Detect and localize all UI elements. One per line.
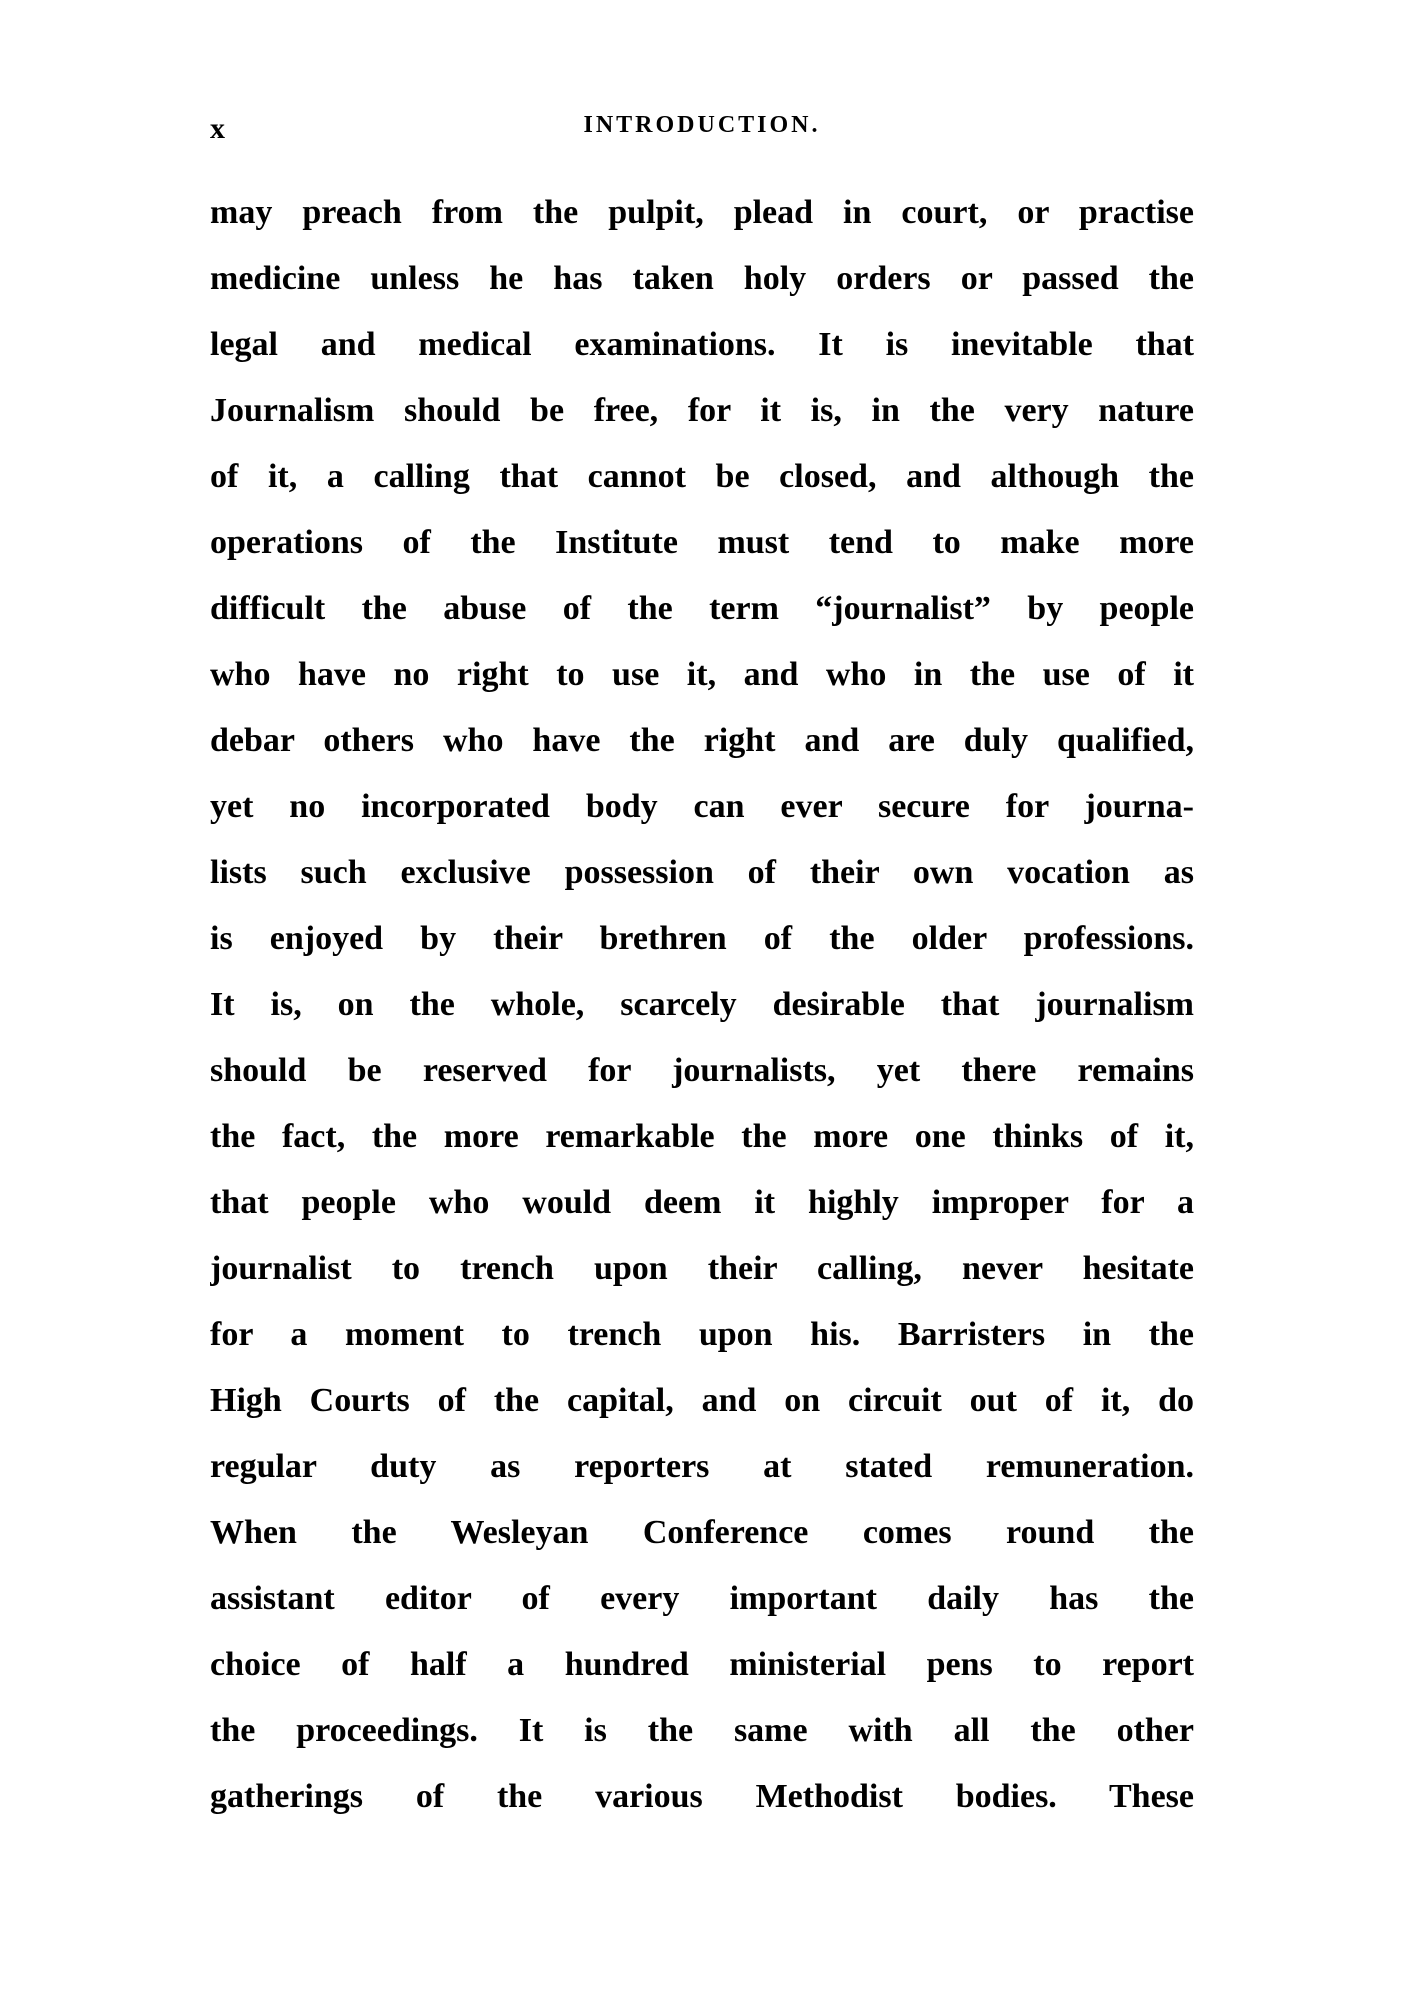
text-line: should be reserved for journalists, yet there remains xyxy=(210,1052,1194,1089)
text-line: medicine unless he has taken holy orders or passed the xyxy=(210,260,1194,297)
text-line: legal and medical examinations. It is inevitable that xyxy=(210,326,1194,363)
text-line: yet no incorporated body can ever secure for journa- xyxy=(210,788,1194,825)
text-line: that people who would deem it highly improper for a xyxy=(210,1184,1194,1221)
text-line: the fact, the more remarkable the more one thinks of it, xyxy=(210,1118,1194,1155)
page-number: x xyxy=(210,112,226,145)
text-line: Journalism should be free, for it is, in the very nature xyxy=(210,392,1194,429)
running-head: INTRODUCTION. xyxy=(583,112,821,138)
text-line: of it, a calling that cannot be closed, and although the xyxy=(210,458,1194,495)
text-line: lists such exclusive possession of their own vocation as xyxy=(210,854,1194,891)
body-text xyxy=(210,180,1194,1830)
text-line: High Courts of the capital, and on circuit out of it, do xyxy=(210,1382,1194,1419)
text-line: It is, on the whole, scarcely desirable that journalism xyxy=(210,986,1194,1023)
text-line: difficult the abuse of the term “journalist” by people xyxy=(210,590,1194,627)
text-line: debar others who have the right and are duly qualified, xyxy=(210,722,1194,759)
text-line: the proceedings. It is the same with all the other xyxy=(210,1712,1194,1749)
text-line: gatherings of the various Methodist bodies. These xyxy=(210,1778,1194,1815)
text-line: is enjoyed by their brethren of the older professions. xyxy=(210,920,1194,957)
page-header xyxy=(210,112,1194,152)
text-line: assistant editor of every important daily has the xyxy=(210,1580,1194,1617)
text-line: journalist to trench upon their calling, never hesitate xyxy=(210,1250,1194,1287)
text-line: may preach from the pulpit, plead in court, or practise xyxy=(210,194,1194,231)
text-line: operations of the Institute must tend to make more xyxy=(210,524,1194,561)
text-line: choice of half a hundred ministerial pens to report xyxy=(210,1646,1194,1683)
text-line: who have no right to use it, and who in the use of it xyxy=(210,656,1194,693)
text-line: regular duty as reporters at stated remuneration. xyxy=(210,1448,1194,1485)
text-line: When the Wesleyan Conference comes round the xyxy=(210,1514,1194,1551)
text-line: for a moment to trench upon his. Barristers in the xyxy=(210,1316,1194,1353)
